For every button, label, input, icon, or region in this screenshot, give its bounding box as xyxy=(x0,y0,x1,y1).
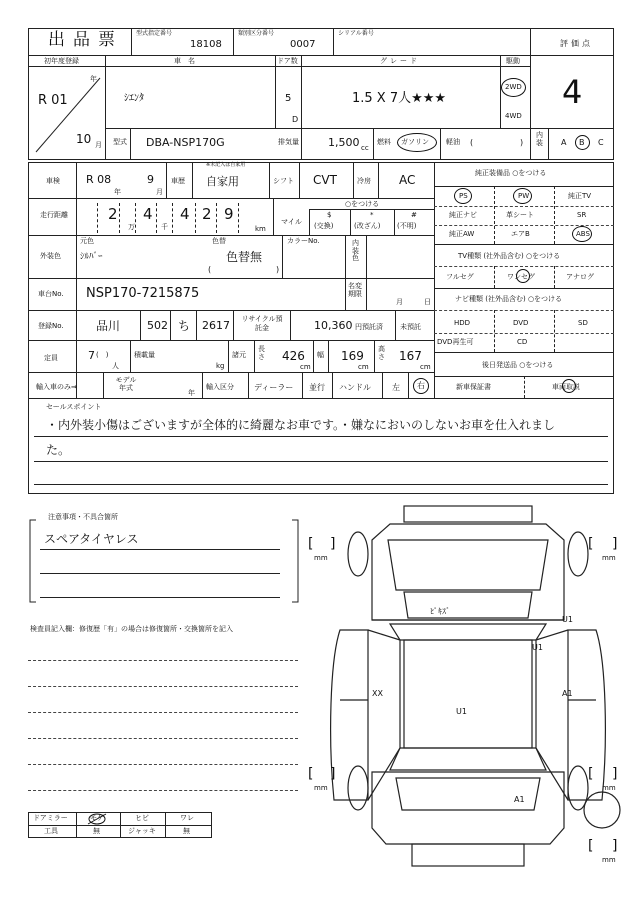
name-change-day-unit: 日 xyxy=(424,298,431,306)
notes-label: 注意事項・不具合箇所 xyxy=(48,513,118,521)
tv-fullseg: フルセグ xyxy=(446,273,474,281)
equipment-title: 純正装備品 ○をつける xyxy=(475,169,547,177)
original-color: ｼﾙﾊﾞｰ xyxy=(80,252,103,262)
fuel-label: 燃料 xyxy=(377,138,391,146)
tread-fl-open: [ xyxy=(308,536,314,552)
handle-label: ハンドル xyxy=(339,383,371,392)
car-name: ｼｴﾝﾀ xyxy=(124,93,144,104)
first-reg-label: 初年度登録 xyxy=(44,57,79,65)
diagram-mark-xx-left: XX xyxy=(372,689,383,698)
repaint-paren-open: ( xyxy=(208,265,212,274)
equip-navi: 純正ナビ xyxy=(449,211,477,219)
import-dealer: ディーラー xyxy=(254,383,294,392)
equip-tv: 純正TV xyxy=(568,192,592,200)
model-value: DBA-NSP170G xyxy=(146,136,225,149)
color-no-label: カラーNo. xyxy=(287,237,320,245)
mileage-digit-4: 4 xyxy=(180,205,190,223)
retrofit-warranty: 新車保証書 xyxy=(456,383,491,391)
car-damage-diagram xyxy=(300,500,640,900)
mileage-mile: マイル xyxy=(281,218,302,226)
mileage-altered-label: (改ざん) xyxy=(354,222,381,230)
sales-line-1: ・内外装小傷はございますが全体的に綺麗なお車です。・嫌なにおいのしないお車を仕入れまし xyxy=(46,418,556,432)
tread-fr-open: [ xyxy=(588,536,594,552)
first-reg-year: R 01 xyxy=(38,93,68,108)
mileage-altered-mark: * xyxy=(370,211,374,219)
chassis-number: NSP170-7215875 xyxy=(86,286,200,301)
form-title: 出品票 xyxy=(48,30,123,50)
grade-value: 1.5 X 7人★★★ xyxy=(352,91,447,106)
equip-sr: SR xyxy=(577,211,587,219)
recycle-unit: 円預託済 xyxy=(355,323,383,331)
width-value: 169 xyxy=(341,349,364,363)
mileage-unknown-label: (不明) xyxy=(397,222,417,230)
equip-airbag: エアB xyxy=(511,230,530,238)
length-unit: cm xyxy=(300,363,311,371)
displacement-value: 1,500 xyxy=(328,136,360,149)
equip-leather: 革シート xyxy=(506,211,534,219)
history-note: ※未記入は自家用 xyxy=(206,162,246,168)
interior-c: C xyxy=(598,138,604,147)
load-label: 積載量 xyxy=(134,351,155,359)
tread-fr-close: ] xyxy=(612,536,618,552)
inspector-label: 検査員記入欄：修復歴「有」の場合は修復箇所・交換箇所を記入 xyxy=(30,625,233,633)
length-label: 長さ xyxy=(258,345,265,362)
tread-spare-open: [ xyxy=(588,838,594,854)
score-label: 評価点 xyxy=(560,39,593,48)
interior-a: A xyxy=(561,138,567,147)
width-unit: cm xyxy=(358,363,369,371)
tread-spare-unit: mm xyxy=(602,856,616,864)
tread-rr-unit: mm xyxy=(602,784,616,792)
navi-dvd: DVD xyxy=(513,319,529,327)
fuel-paren-open: ( xyxy=(470,138,474,147)
retrofit-manual-circle xyxy=(562,379,576,393)
navi-sd: SD xyxy=(578,319,588,327)
first-reg-slash xyxy=(30,68,104,156)
original-color-label: 元色 xyxy=(80,237,94,245)
mirror-header-4: ワレ xyxy=(180,814,194,822)
notes-bracket xyxy=(28,512,300,608)
navi-title: ナビ種類 (社外品含む) ○をつける xyxy=(455,295,563,303)
mileage-digit-3: 4 xyxy=(143,205,153,223)
shaken-month-unit: 月 xyxy=(156,188,163,196)
history-label: 車歴 xyxy=(171,177,185,185)
class-code: 0007 xyxy=(290,39,316,50)
equip-abs: ABS xyxy=(576,230,590,238)
equip-ps: PS xyxy=(459,192,468,200)
tread-rl-unit: mm xyxy=(314,784,328,792)
diagram-mark-a1-right: A1 xyxy=(562,689,573,698)
repaint-paren-close: ) xyxy=(276,265,280,274)
diagram-mark-a1-rear: A1 xyxy=(514,795,525,804)
tread-rr-close: ] xyxy=(612,766,618,782)
mileage-unknown-mark: # xyxy=(411,211,417,219)
registration-region: 品川 xyxy=(96,319,121,333)
fuel-diesel: 軽油 xyxy=(446,138,460,146)
tv-oneseg-circle xyxy=(516,269,530,283)
handle-right: 右 xyxy=(417,381,425,390)
tread-rl-open: [ xyxy=(308,766,314,782)
ac-label: 冷房 xyxy=(357,177,371,185)
equip-pw: PW xyxy=(518,192,530,200)
drive-4wd: 4WD xyxy=(505,112,522,120)
type-label: 型式 xyxy=(113,138,127,146)
height-unit: cm xyxy=(420,363,431,371)
import-label: 輸入車のみ⇒ xyxy=(36,383,77,391)
equip-aw: 純正AW xyxy=(449,230,475,238)
shift-label: シフト xyxy=(273,177,294,185)
shaken-year-unit: 年 xyxy=(114,188,121,196)
mileage-label: 走行距離 xyxy=(40,211,68,219)
class-code-label: 類別区分番号 xyxy=(238,30,275,37)
diagram-mark-u1-right-door: U1 xyxy=(562,615,573,624)
mirror-header-1: ドアミラー xyxy=(33,814,68,822)
equip-pw-circle xyxy=(513,188,532,204)
navi-cd: CD xyxy=(517,338,528,346)
shaken-year: R 08 xyxy=(86,173,112,186)
equip-abs-circle xyxy=(572,226,592,242)
sales-line-2: た。 xyxy=(46,443,71,457)
tread-fl-close: ] xyxy=(330,536,336,552)
first-reg-month: 10 xyxy=(76,132,92,146)
tv-analog: アナログ xyxy=(566,273,594,281)
name-change-month-unit: 月 xyxy=(396,298,403,306)
drive-label: 駆動 xyxy=(506,57,520,65)
retrofit-manual: 車両取説 xyxy=(552,383,580,391)
tread-rr-open: [ xyxy=(588,766,594,782)
mileage-man: 万 xyxy=(128,223,135,231)
handle-left: 左 xyxy=(392,383,400,392)
height-label: 高さ xyxy=(378,345,385,362)
mileage-swap-mark: $ xyxy=(327,211,332,219)
month-unit: 月 xyxy=(95,141,102,149)
shaken-label: 車検 xyxy=(46,177,60,185)
mileage-digit-6: 9 xyxy=(224,205,234,223)
capacity-value: 7 xyxy=(88,349,95,362)
notes-line-1: スペアタイヤレス xyxy=(44,532,139,546)
drive-2wd: 2WD xyxy=(505,83,522,91)
capacity-label: 定員 xyxy=(44,354,58,362)
capacity-unit: 人 xyxy=(112,362,119,370)
ac-value: AC xyxy=(399,173,416,187)
recycle-value: 10,360 xyxy=(314,319,353,332)
registration-class: 502 xyxy=(147,319,168,332)
history-value: 自家用 xyxy=(206,175,239,188)
year-unit: 年 xyxy=(90,75,97,83)
interior-b: B xyxy=(579,138,585,147)
fuel-gasoline: ガソリン xyxy=(401,138,429,146)
repaint-label: 色替 xyxy=(212,237,226,245)
diagram-mark-u1-roof: U1 xyxy=(532,643,543,652)
mileage-swap-label: (交換) xyxy=(314,222,334,230)
height-value: 167 xyxy=(399,349,422,363)
registration-label: 登録No. xyxy=(38,322,64,330)
jack-value: 無 xyxy=(183,827,190,835)
model-code-label: 型式指定番号 xyxy=(136,30,173,37)
tread-fl-unit: mm xyxy=(314,554,328,562)
mileage-digit-2: 2 xyxy=(108,205,118,223)
chassis-label: 車台No. xyxy=(38,290,64,298)
tool-label: 工具 xyxy=(44,827,58,835)
navi-dvd-play: DVD再生可 xyxy=(437,338,474,346)
doors-label: ドア数 xyxy=(277,57,298,65)
diagram-mark-chip: ﾋﾟｷｽﾞ xyxy=(430,607,450,616)
tread-spare-close: ] xyxy=(612,838,618,854)
color-label: 外装色 xyxy=(40,252,61,260)
tool-value: 無 xyxy=(93,827,100,835)
load-unit: kg xyxy=(216,362,225,370)
model-code: 18108 xyxy=(190,39,222,50)
tv-oneseg: ワンセグ xyxy=(507,273,535,281)
jack-label: ジャッキ xyxy=(128,827,156,835)
dims-label: 諸元 xyxy=(232,351,246,359)
mileage-mark-note: ○をつける xyxy=(345,200,380,208)
import-parallel: 並行 xyxy=(309,383,325,392)
car-name-label: 車 名 xyxy=(174,57,195,65)
doors-value: 5 xyxy=(285,93,292,104)
model-year-label: モデル年式 xyxy=(115,376,137,393)
length-value: 426 xyxy=(282,349,305,363)
navi-hdd: HDD xyxy=(454,319,471,327)
fuel-paren-close: ) xyxy=(520,138,524,147)
registration-number: 2617 xyxy=(202,319,230,332)
interior-color-label: 内装色 xyxy=(352,239,359,263)
import-category-label: 輸入区分 xyxy=(206,383,234,391)
repaint-value: 色替無 xyxy=(226,250,263,264)
grade-label: グレード xyxy=(380,57,420,65)
displacement-label: 排気量 xyxy=(278,138,299,146)
width-label: 幅 xyxy=(317,351,324,359)
tread-rl-close: ] xyxy=(330,766,336,782)
tv-title: TV種類 (社外品含む) ○をつける xyxy=(458,252,561,260)
mileage-digit-5: 2 xyxy=(202,205,212,223)
mirror-mogi-mark xyxy=(86,812,108,826)
serial-label: シリアル番号 xyxy=(338,30,374,37)
tread-fr-unit: mm xyxy=(602,554,616,562)
shift-value: CVT xyxy=(313,173,337,187)
name-change-label: 名変期限 xyxy=(348,282,362,299)
interior-label: 内装 xyxy=(536,131,543,147)
capacity-paren: ( ) xyxy=(96,351,109,359)
mileage-sen: 千 xyxy=(161,223,168,231)
mileage-km: km xyxy=(255,225,266,233)
score-value: 4 xyxy=(562,73,583,111)
displacement-unit: cc xyxy=(361,144,369,152)
sales-label: セールスポイント xyxy=(46,403,102,411)
retrofit-title: 後日発送品 ○をつける xyxy=(482,361,554,369)
equip-ps-circle xyxy=(454,188,472,204)
recycle-label: リサイクル預託金 xyxy=(241,315,283,333)
mirror-header-2: モゲ xyxy=(90,814,104,822)
diagram-mark-u1-center: U1 xyxy=(456,707,467,716)
shaken-month: 9 xyxy=(147,173,154,186)
door-type: D xyxy=(292,115,299,124)
model-year-unit: 年 xyxy=(188,389,195,397)
recycle-status: 未預託 xyxy=(400,323,421,331)
mirror-header-3: ヒビ xyxy=(135,814,149,822)
registration-kana: ち xyxy=(178,319,191,333)
